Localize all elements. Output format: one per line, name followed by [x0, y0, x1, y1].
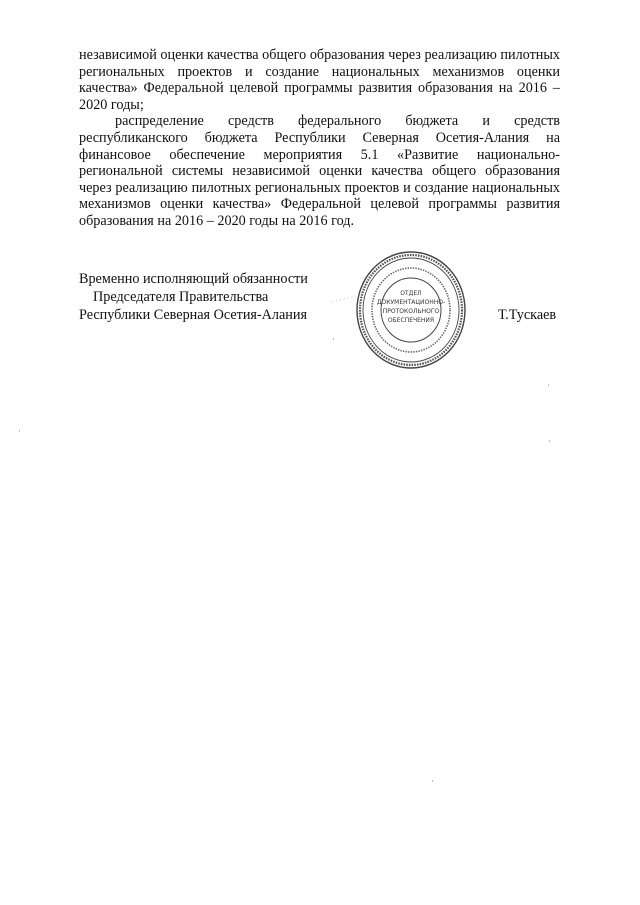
scan-speck: [432, 780, 433, 782]
official-seal: [330, 240, 490, 380]
signature-title-line-1: Временно исполняющий обязанности: [79, 271, 308, 287]
signatory-name: Т.Тускаев: [498, 307, 557, 323]
scan-speck: [548, 384, 549, 386]
paragraph-1: независимой оценки качества общего образования через реализацию пилотных региональных проектов и создание национальных механизмов оценки качества» Федеральной целевой программы развития образования на 2016 – 2020 годы;: [79, 47, 560, 113]
paragraph-2: распределение средств федерального бюджета и средств республиканского бюджета Республики Северная Осетия-Алания на финансовое обеспечение мероприятия 5.1 «Развитие национально-региональной системы независимой оценки качества общего образования через реализацию пилотных региональных проектов и создание национальных механизмов оценки качества» Федеральной целевой программы развития образования на 2016 – 2020 годы на 2016 год.: [79, 113, 560, 229]
seal-text-line-3: ПРОТОКОЛЬНОГО: [382, 308, 440, 315]
scan-speck: [549, 440, 550, 442]
seal-text-line-4: ОБЕСПЕЧЕНИЯ: [387, 317, 435, 324]
signature-title-line-3: Республики Северная Осетия-Алания: [79, 307, 308, 323]
body-text: [79, 47, 560, 230]
seal-text-line-2: ДОКУМЕНТАЦИОННО-: [376, 299, 446, 306]
scan-speck: [333, 338, 334, 340]
scan-speck: [19, 430, 20, 432]
seal-text-line-1: ОТДЕЛ: [400, 290, 422, 297]
signature-title-line-2: Председателя Правительства: [93, 289, 269, 305]
